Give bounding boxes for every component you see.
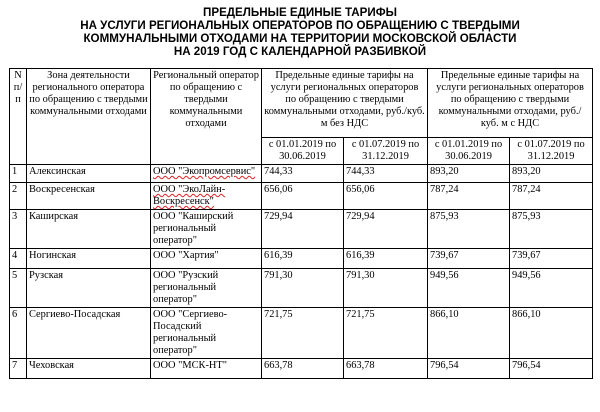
zone-cell: Рузская [27, 269, 151, 308]
value-cell: 875,93 [428, 210, 510, 249]
zone-cell: Воскресенская [27, 183, 151, 210]
zone-cell: Алексинская [27, 165, 151, 183]
value-cell: 739,67 [428, 249, 510, 269]
value-cell: 949,56 [428, 269, 510, 308]
zone-cell: Сергиево-Посадская [27, 308, 151, 359]
zone-cell: Каширская [27, 210, 151, 249]
value-cell: 866,10 [428, 308, 510, 359]
value-cell: 616,39 [262, 249, 344, 269]
operator-cell: ООО "Рузский региональный оператор" [151, 269, 262, 308]
value-cell: 791,30 [344, 269, 428, 308]
value-cell: 796,54 [428, 359, 510, 379]
value-cell: 796,54 [510, 359, 593, 379]
table-row [10, 165, 593, 183]
row-number: 6 [10, 308, 27, 359]
value-cell: 744,33 [344, 165, 428, 183]
value-cell: 893,20 [510, 165, 593, 183]
row-number: 4 [10, 249, 27, 269]
value-cell: 721,75 [262, 308, 344, 359]
value-cell: 656,06 [344, 183, 428, 210]
table-row [10, 359, 593, 379]
header-period-2: с 01.07.2019 по 31.12.2019 [344, 138, 428, 165]
value-cell: 616,39 [344, 249, 428, 269]
table-row [10, 269, 593, 308]
value-cell: 663,78 [262, 359, 344, 379]
value-cell: 949,56 [510, 269, 593, 308]
header-period-4: с 01.07.2019 по 31.12.2019 [510, 138, 593, 165]
title-line: ПРЕДЕЛЬНЫЕ ЕДИНЫЕ ТАРИФЫ [203, 6, 397, 19]
row-number: 5 [10, 269, 27, 308]
value-cell: 656,06 [262, 183, 344, 210]
value-cell: 663,78 [344, 359, 428, 379]
header-operator: Региональный оператор по обращению с твердыми коммунальными отходами [151, 69, 262, 165]
header-tariff-vat: Предельные единые тарифы на услуги региональных операторов по обращению с твердыми коммунальными отходами, руб./куб. м с НДС [428, 69, 593, 138]
value-cell: 729,94 [262, 210, 344, 249]
operator-cell: ООО "Хартия" [151, 249, 262, 269]
header-period-3: с 01.01.2019 по 30.06.2019 [428, 138, 510, 165]
value-cell: 744,33 [262, 165, 344, 183]
value-cell: 787,24 [428, 183, 510, 210]
title-line: КОММУНАЛЬНЫМИ ОТХОДАМИ НА ТЕРРИТОРИИ МОСКОВСКОЙ ОБЛАСТИ [83, 32, 517, 45]
value-cell: 787,24 [510, 183, 593, 210]
value-cell: 721,75 [344, 308, 428, 359]
row-number: 1 [10, 165, 27, 183]
title-line: НА УСЛУГИ РЕГИОНАЛЬНЫХ ОПЕРАТОРОВ ПО ОБРАЩЕНИЮ С ТВЕРДЫМИ [80, 19, 520, 32]
operator-cell: ООО "ЭкоЛайн-Воскресенск" [151, 183, 262, 210]
row-number: 3 [10, 210, 27, 249]
table-row [10, 210, 593, 249]
header-tariff-no-vat: Предельные единые тарифы на услуги региональных операторов по обращению с твердыми коммунальными отходами, руб./куб. м без НДС [262, 69, 428, 138]
row-number: 2 [10, 183, 27, 210]
value-cell: 791,30 [262, 269, 344, 308]
operator-cell: ООО "Сергиево-Посадский региональный оператор" [151, 308, 262, 359]
zone-cell: Ногинская [27, 249, 151, 269]
tariff-table [9, 68, 593, 379]
header-zone: Зона деятельности регионального оператора по обращению с твердыми коммунальными отходами [27, 69, 151, 165]
value-cell: 739,67 [510, 249, 593, 269]
title-line: НА 2019 ГОД С КАЛЕНДАРНОЙ РАЗБИВКОЙ [173, 45, 427, 58]
table-row [10, 308, 593, 359]
operator-cell: ООО "Каширский региональный оператор" [151, 210, 262, 249]
value-cell: 729,94 [344, 210, 428, 249]
operator-cell: ООО "Экопромсервис" [151, 165, 262, 183]
value-cell: 875,93 [510, 210, 593, 249]
row-number: 7 [10, 359, 27, 379]
table-row [10, 249, 593, 269]
document-title [0, 6, 600, 58]
value-cell: 866,10 [510, 308, 593, 359]
table-row [10, 183, 593, 210]
header-period-1: с 01.01.2019 по 30.06.2019 [262, 138, 344, 165]
zone-cell: Чеховская [27, 359, 151, 379]
header-num: N п/п [10, 69, 27, 165]
operator-cell: ООО "МСК-НТ" [151, 359, 262, 379]
value-cell: 893,20 [428, 165, 510, 183]
